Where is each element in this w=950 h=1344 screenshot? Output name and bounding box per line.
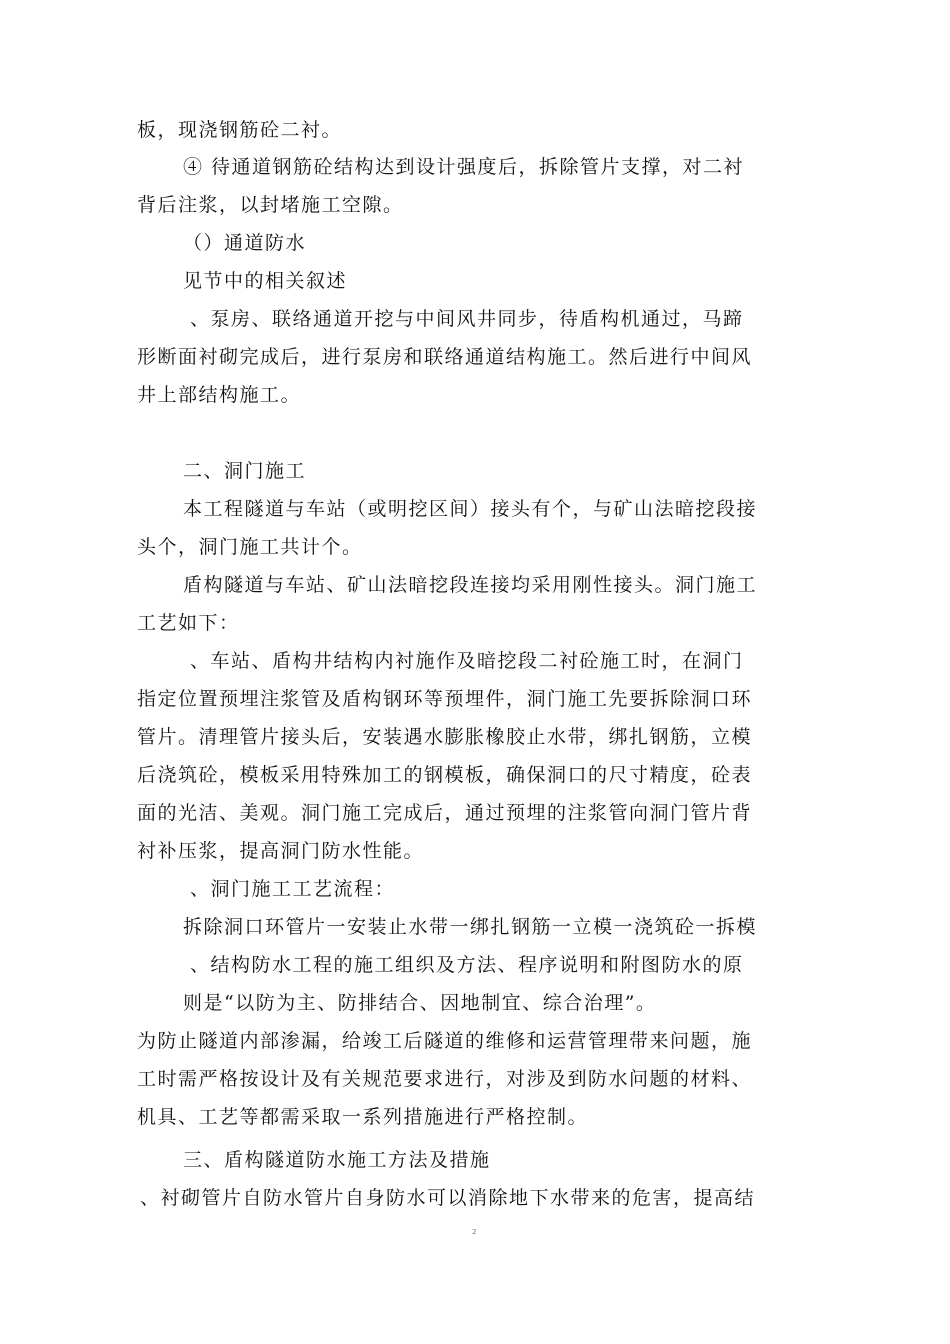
text-line: 、泵房、联络通道开挖与中间风井同步，待盾构机通过，马蹄 xyxy=(190,308,744,330)
text-line: 背后注浆，以封堵施工空隙。 xyxy=(137,194,404,216)
text-line: 形断面衬砌完成后，进行泵房和联络通道结构施工。然后进行中间风 xyxy=(137,346,753,368)
text-line: 、衬砌管片自防水管片自身防水可以消除地下水带来的危害，提高结 xyxy=(140,1187,756,1209)
text-line: 盾构隧道与车站、矿山法暗挖段连接均采用刚性接头。洞门施工 xyxy=(183,574,758,596)
section-heading: 三、盾构隧道防水施工方法及措施 xyxy=(183,1149,491,1171)
text-line: 衬补压浆，提高洞门防水性能。 xyxy=(137,840,425,862)
text-line: 板，现浇钢筋砼二衬。 xyxy=(137,119,343,141)
text-line: ④ 待通道钢筋砼结构达到设计强度后，拆除管片支撑，对二衬 xyxy=(183,156,745,178)
text-line: 管片。清理管片接头后，安装遇水膨胀橡胶止水带，绑扎钢筋，立模 xyxy=(137,726,753,748)
text-line: 工时需严格按设计及有关规范要求进行，对涉及到防水问题的材料、 xyxy=(137,1068,753,1090)
text-line: 、结构防水工程的施工组织及方法、程序说明和附图防水的原 xyxy=(190,954,744,976)
text-line: 、洞门施工工艺流程： xyxy=(190,878,396,900)
page-number: 2 xyxy=(472,1228,477,1236)
text-line: 拆除洞口环管片一安装止水带一绑扎钢筋一立模一浇筑砼一拆模 xyxy=(183,916,758,938)
text-line: （）通道防水 xyxy=(183,232,307,254)
text-line: 工艺如下： xyxy=(137,612,240,634)
text-line: 后浇筑砼，模板采用特殊加工的钢模板，确保洞口的尺寸精度，砼表 xyxy=(137,764,753,786)
text-line: 本工程隧道与车站（或明挖区间）接头有个，与矿山法暗挖段接 xyxy=(183,498,758,520)
section-heading: 二、洞门施工 xyxy=(183,460,307,482)
text-line: 则是“以防为主、防排结合、因地制宜、综合治理”。 xyxy=(183,992,657,1014)
text-line: 、车站、盾构井结构内衬施作及暗挖段二衬砼施工时，在洞门 xyxy=(190,650,744,672)
text-line: 机具、工艺等都需采取一系列措施进行严格控制。 xyxy=(137,1106,589,1128)
text-line: 头个，洞门施工共计个。 xyxy=(137,536,363,558)
text-line: 见节中的相关叙述 xyxy=(183,270,348,292)
text-line: 面的光洁、美观。洞门施工完成后，通过预埋的注浆管向洞门管片背 xyxy=(137,802,753,824)
text-line: 指定位置预埋注浆管及盾构钢环等预埋件，洞门施工先要拆除洞口环 xyxy=(137,688,753,710)
text-line: 井上部结构施工。 xyxy=(137,384,302,406)
text-line: 为防止隧道内部渗漏，给竣工后隧道的维修和运营管理带来问题，施 xyxy=(137,1030,753,1052)
